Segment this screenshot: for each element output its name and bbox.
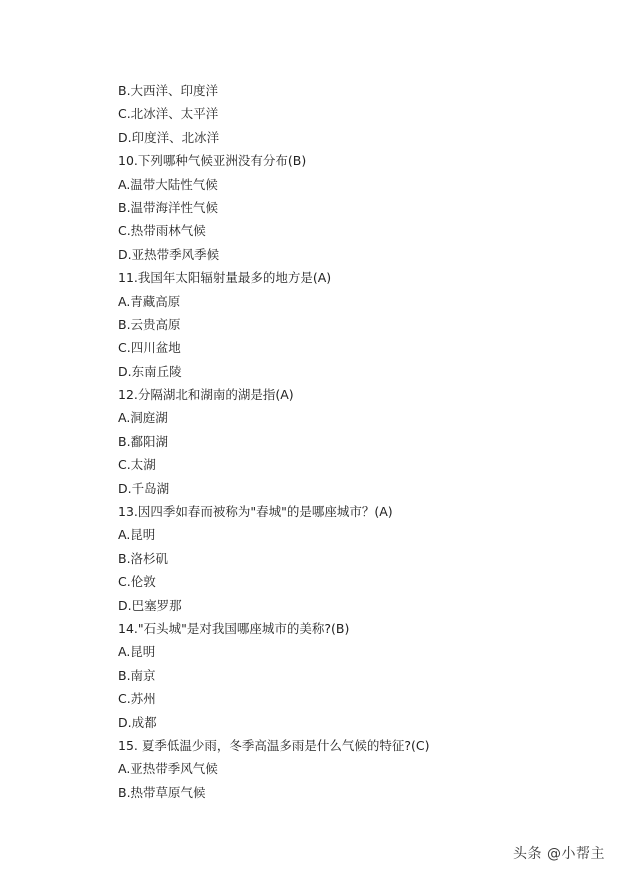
watermark: 头条 @小帮主 xyxy=(513,846,605,862)
text-line: A.昆明 xyxy=(118,644,156,660)
text-line: 10.下列哪种气候亚洲没有分布(B) xyxy=(118,153,307,169)
text-line: C.热带雨林气候 xyxy=(118,223,206,239)
text-line: A.青藏高原 xyxy=(118,293,181,309)
text-line: D.巴塞罗那 xyxy=(118,597,182,613)
text-line: A.温带大陆性气候 xyxy=(118,176,218,192)
text-line: B.鄱阳湖 xyxy=(118,433,169,449)
text-line: D.成都 xyxy=(118,714,157,730)
text-line: C.苏州 xyxy=(118,691,156,707)
text-line: 15. 夏季低温少雨，冬季高温多雨是什么气候的特征?(C) xyxy=(118,737,430,753)
text-line: D.千岛湖 xyxy=(118,480,170,496)
text-line: B.南京 xyxy=(118,667,156,683)
text-line: A.洞庭湖 xyxy=(118,410,168,426)
text-line: 13.因四季如春而被称为"春城"的是哪座城市？(A) xyxy=(118,504,393,520)
text-line: D.亚热带季风季候 xyxy=(118,246,220,262)
text-line: A.昆明 xyxy=(118,527,156,543)
text-line: B.云贵高原 xyxy=(118,316,181,332)
text-line: A.亚热带季风气候 xyxy=(118,761,218,777)
text-line: C.伦敦 xyxy=(118,574,156,590)
text-line: C.四川盆地 xyxy=(118,340,181,356)
text-line: 11.我国年太阳辐射量最多的地方是(A) xyxy=(118,270,332,286)
text-line: B.温带海洋性气候 xyxy=(118,199,219,215)
text-line: B.热带草原气候 xyxy=(118,784,206,800)
text-line: C.太湖 xyxy=(118,457,156,473)
text-line: 14."石头城"是对我国哪座城市的美称?(B) xyxy=(118,620,350,636)
text-line: 12.分隔湖北和湖南的湖是指(A) xyxy=(118,387,294,403)
text-line: D.印度洋、北冰洋 xyxy=(118,129,220,145)
text-line: B.洛杉矶 xyxy=(118,550,169,566)
text-line: D.东南丘陵 xyxy=(118,363,182,379)
text-line: B.大西洋、印度洋 xyxy=(118,83,219,98)
text-lines xyxy=(118,79,588,804)
text-line: C.北冰洋、太平洋 xyxy=(118,106,219,122)
